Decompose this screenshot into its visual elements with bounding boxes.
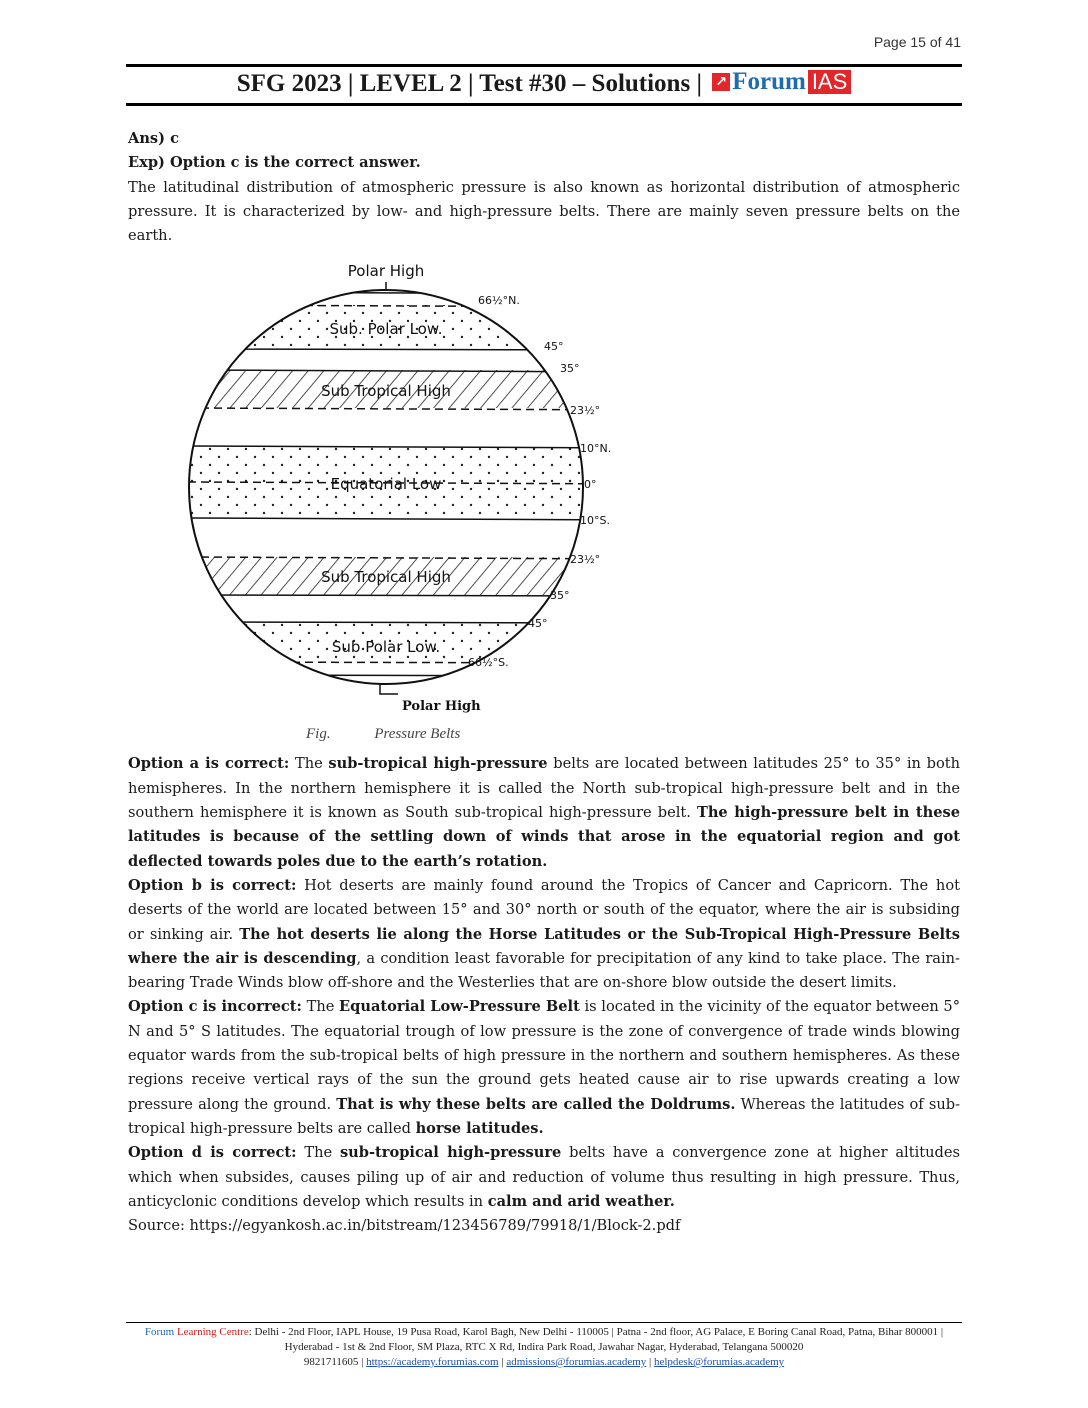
lat-23-n: 23½°: [570, 404, 601, 418]
label-sub-tropical-high-south: Sub Tropical High: [321, 568, 451, 587]
option-c-text: Whereas the latitudes of sub-tropical high-pressure belts are called: [128, 1095, 961, 1137]
lat-66-s: 66½°S.: [468, 656, 509, 670]
footer-learning-centre: Learning Centre: [174, 1326, 249, 1338]
figure-caption: [306, 722, 460, 746]
explanation-heading-text: Exp) Option c is the correct answer.: [128, 154, 421, 172]
intro-paragraph: The latitudinal distribution of atmospheric pressure is also known as horizontal distribution of atmospheric pressure. It is characterized by low- and high-pressure belts. There are mainly seven pressure belts on the earth.: [128, 178, 960, 245]
option-c-text: is located in the vicinity of the equator between 5° N and 5° S latitudes. The equatorial trough of low pressure is the zone of convergence of trade winds blowing equator wards from the sub-tropical belts of high pressure in the northern and southern hemispheres. As these regions receive vertical rays of the sun the ground gets heated cause air to rise upwards creating a low pressure along the ground.: [128, 998, 960, 1113]
answer-text: Ans) c: [128, 130, 180, 147]
caption-prefix: Fig.: [306, 726, 331, 743]
label-polar-high-north: Polar High: [347, 262, 425, 281]
label-equatorial-low: Equatorial Low: [330, 475, 442, 494]
option-a-bold: The high-pressure belt in these latitudes is because of the settling down of winds that arose in the equatorial region and got deflected towards poles due to the earth’s rotation.: [128, 804, 960, 870]
header-title: SFG 2023 | LEVEL 2 | Test #30 – Solutions |: [236, 70, 702, 97]
option-b-text: Hot deserts are mainly found around the Tropics of Cancer and Capricorn. The hot deserts of the world are located between 15° and 30° north or south of the equator, where the air is subsiding or sinking air.: [128, 876, 960, 943]
footer-addresses: : Delhi - 2nd Floor, IAPL House, 19 Pusa Road, Karol Bagh, New Delhi - 110005 | Patna - 2nd floor, AG Palace, E Boring Canal Road, Patna, Bihar 800001 | Hyderabad - 1st & 2nd Floor, SM Plaza, RTC X Rd, Indira Park Road, Jawahar Nagar, Hyderabad, Telangana 500020: [248, 1326, 944, 1353]
lat-10-s: 10°S.: [580, 514, 610, 528]
option-c-paragraph: [128, 995, 960, 1141]
footer-forum: Forum: [144, 1326, 175, 1338]
lat-66-n: 66½°N.: [478, 294, 520, 308]
option-d-bold: sub-tropical high-pressure: [339, 1144, 562, 1162]
option-d-bold: calm and arid weather.: [487, 1192, 675, 1210]
option-c-label: Option c is incorrect:: [128, 998, 302, 1016]
lat-0: 0°: [584, 478, 597, 492]
option-c-bold: That is why these belts are called the Doldrums.: [336, 1095, 736, 1113]
footer-link-site[interactable]: https://academy.forumias.com: [366, 1356, 499, 1368]
option-b-bold: The hot deserts lie along the Horse Latitudes or the Sub-Tropical High-Pressure Belts where the air is descending: [128, 925, 960, 967]
logo-forum-text: Forum: [732, 68, 806, 96]
footer-phone: 9821711605 |: [303, 1356, 367, 1368]
option-a-text: belts are located between latitudes 25° to 35° in both hemispheres. In the northern hemisphere it is called the North sub-tropical high-pressure belt and in the southern hemisphere it is known as South sub-tropical high-pressure belt.: [128, 755, 960, 822]
option-d-text: The: [296, 1144, 340, 1162]
lat-45-s: 45°: [528, 617, 548, 631]
label-polar-high-south: Polar High: [402, 699, 481, 715]
explanation-heading: [128, 151, 960, 175]
option-c-text: The: [301, 998, 340, 1016]
footer-link-helpdesk[interactable]: helpdesk@forumias.academy: [653, 1356, 785, 1368]
header-rule-bottom: [126, 103, 962, 106]
pressure-belts-diagram: [188, 252, 648, 722]
arrow-icon: ↗: [712, 73, 730, 91]
option-a-paragraph: [128, 752, 960, 873]
lat-10-n: 10°N.: [580, 442, 612, 456]
option-d-label: Option d is correct:: [128, 1144, 297, 1162]
page-footer: [126, 1325, 962, 1370]
option-c-bold: horse latitudes.: [415, 1119, 544, 1137]
option-a-label: Option a is correct:: [128, 755, 290, 773]
pressure-belts-figure: [128, 252, 960, 752]
caption-title: Pressure Belts: [374, 726, 461, 743]
answer-line: [128, 127, 960, 151]
label-sub-polar-low-south: Sub Polar Low.: [331, 638, 441, 657]
source-line: Source: https://egyankosh.ac.in/bitstream/123456789/79918/1/Block-2.pdf: [128, 1217, 681, 1235]
option-c-bold: Equatorial Low-Pressure Belt: [339, 998, 580, 1016]
lat-45-n: 45°: [544, 340, 564, 354]
option-a-bold: sub-tropical high-pressure: [328, 755, 548, 773]
page-indicator: Page 15 of 41: [873, 34, 961, 50]
footer-rule: [126, 1322, 962, 1323]
solution-content: [128, 127, 960, 1238]
logo-ias-text: IAS: [808, 70, 851, 94]
option-d-paragraph: [128, 1141, 960, 1214]
footer-separator: |: [498, 1356, 507, 1368]
lat-35-s: 35°: [550, 589, 570, 603]
option-b-paragraph: [128, 874, 960, 995]
forumias-logo: [712, 68, 851, 96]
lat-35-n: 35°: [560, 362, 580, 376]
header-rule-top: [126, 64, 962, 67]
label-sub-polar-low-north: Sub. Polar Low.: [329, 320, 443, 339]
label-sub-tropical-high-north: Sub Tropical High: [321, 382, 451, 401]
option-b-label: Option b is correct:: [128, 876, 297, 894]
option-a-text: The: [289, 755, 329, 773]
lat-23-s: 23½°: [570, 553, 601, 567]
page-header: [126, 70, 962, 99]
option-d-text: belts have a convergence zone at higher altitudes which when subsides, causes piling up of air and reduction of volume thus resulting in high pressure. Thus, anticyclonic conditions develop which results in: [128, 1144, 960, 1210]
footer-separator: |: [646, 1356, 654, 1368]
option-b-text: , a condition least favorable for precipitation of any kind to take place. The rain-bearing Trade Winds blow off-shore and the Westerlies that are on-shore blow outside the desert limits.: [128, 949, 960, 992]
footer-link-admissions[interactable]: admissions@forumias.academy: [506, 1356, 647, 1368]
